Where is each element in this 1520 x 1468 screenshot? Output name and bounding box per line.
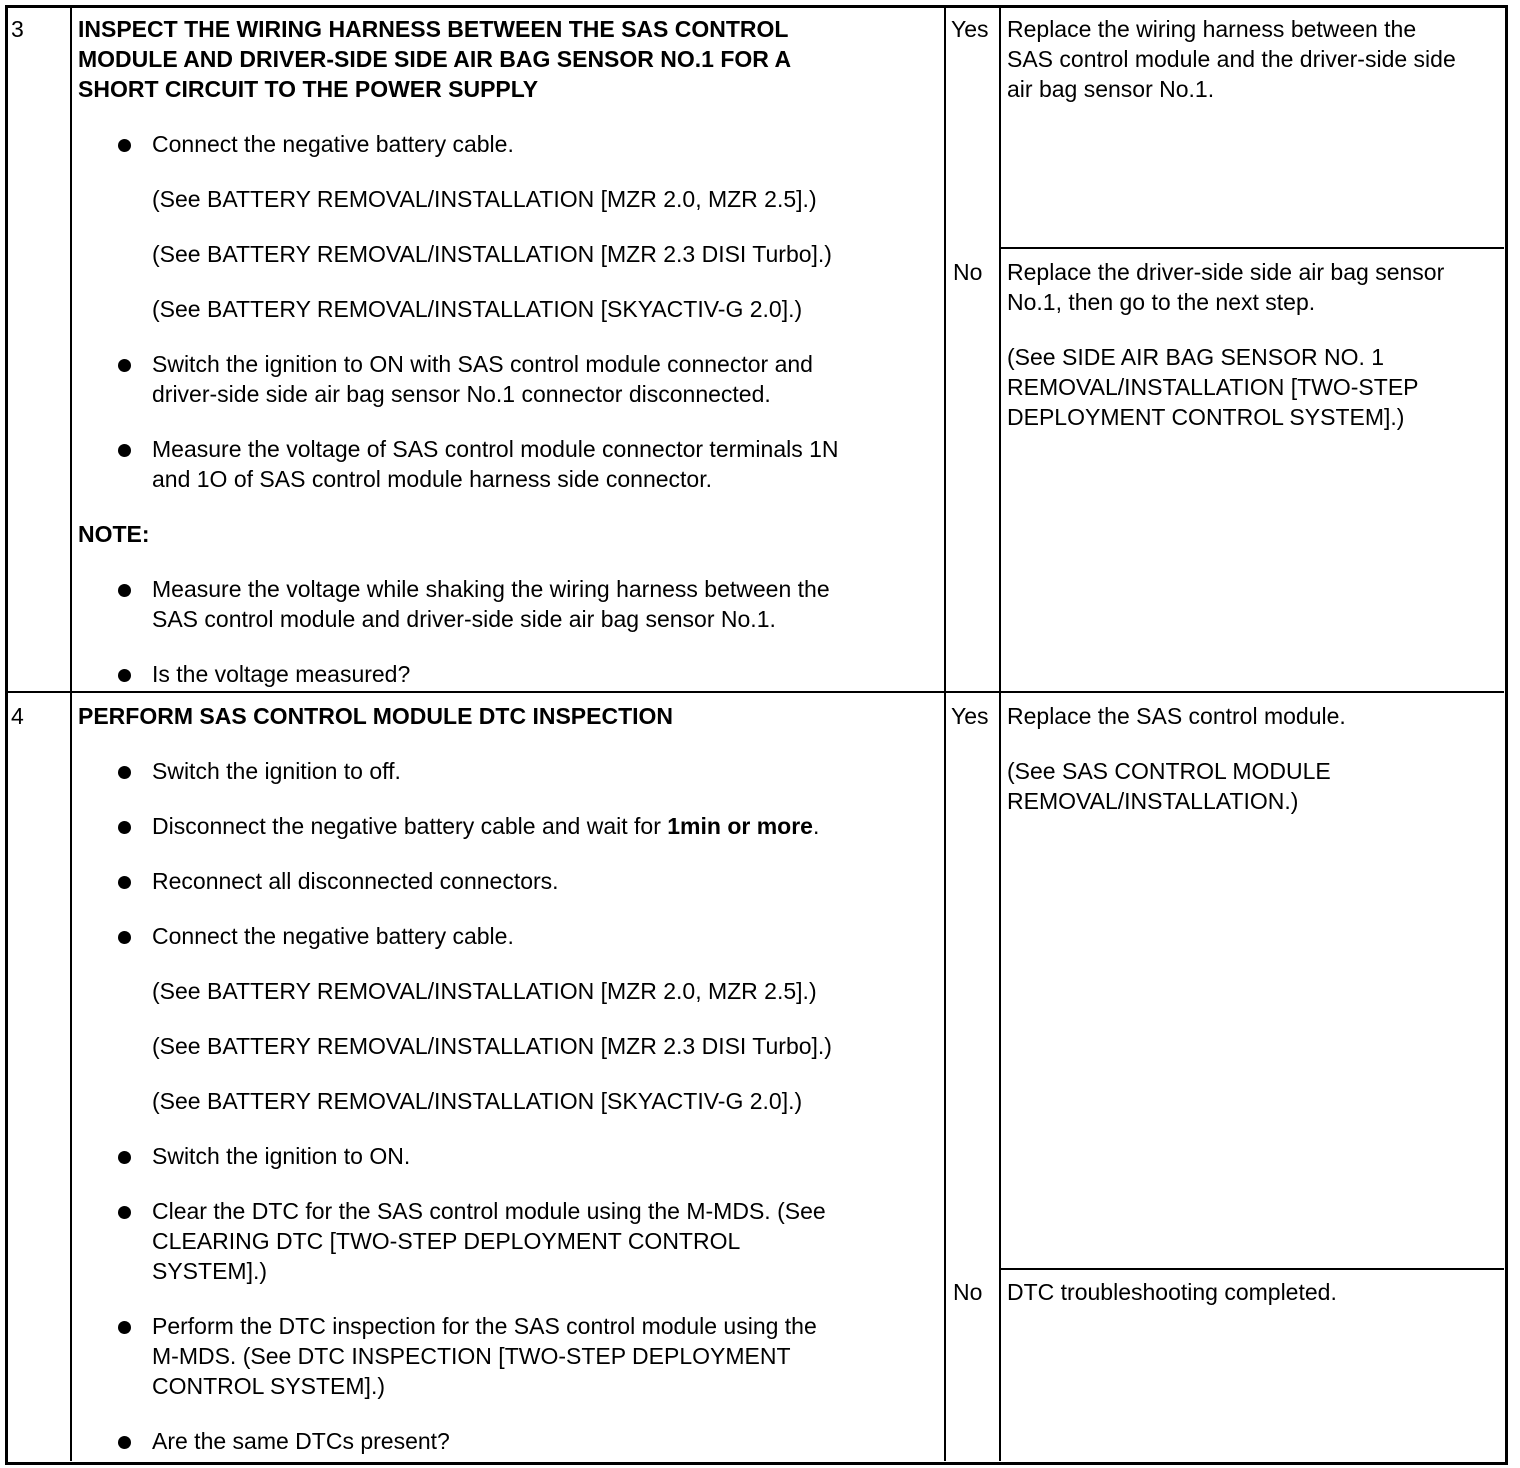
list-item-text: and 1O of SAS control module harness side connector. xyxy=(152,466,712,492)
list-item-text: Is the voltage measured? xyxy=(152,661,411,687)
no-action-line: Replace the driver-side side air bag sensor xyxy=(1007,259,1445,285)
step-heading-line: MODULE AND DRIVER-SIDE SIDE AIR BAG SENSOR NO.1 FOR A xyxy=(78,46,792,72)
reference-text: (See BATTERY REMOVAL/INSTALLATION [MZR 2.0, MZR 2.5].) xyxy=(152,186,817,212)
bullet-icon xyxy=(118,584,131,597)
list-item-text: Are the same DTCs present? xyxy=(152,1428,450,1454)
list-item-text: driver-side side air bag sensor No.1 connector disconnected. xyxy=(152,381,771,407)
list-item-text: CONTROL SYSTEM].) xyxy=(152,1373,385,1399)
list-item-text: Perform the DTC inspection for the SAS control module using the xyxy=(152,1313,817,1339)
list-item-text: Switch the ignition to off. xyxy=(152,758,401,784)
column-divider-action xyxy=(999,6,1001,1461)
list-item-text: Connect the negative battery cable. xyxy=(152,131,514,157)
bullet-icon xyxy=(118,139,131,152)
bullet-icon xyxy=(118,1436,131,1449)
no-action-line: DTC troubleshooting completed. xyxy=(1007,1279,1337,1305)
column-divider-answer xyxy=(944,6,946,1461)
yes-reference-line: REMOVAL/INSTALLATION.) xyxy=(1007,788,1299,814)
list-item-text-part: . xyxy=(812,813,820,839)
reference-text: (See BATTERY REMOVAL/INSTALLATION [SKYACTIV-G 2.0].) xyxy=(152,296,803,322)
step-number: 3 xyxy=(11,16,24,42)
reference-text: (See BATTERY REMOVAL/INSTALLATION [MZR 2.0, MZR 2.5].) xyxy=(152,978,817,1004)
no-reference-line: DEPLOYMENT CONTROL SYSTEM].) xyxy=(1007,404,1405,430)
reference-text: (See BATTERY REMOVAL/INSTALLATION [MZR 2.3 DISI Turbo].) xyxy=(152,1033,832,1059)
note-label: NOTE: xyxy=(78,521,150,547)
answer-no-label: No xyxy=(953,1279,983,1305)
list-item-text: M-MDS. (See DTC INSPECTION [TWO-STEP DEPLOYMENT xyxy=(152,1343,791,1369)
bullet-icon xyxy=(118,669,131,682)
list-item-text: CLEARING DTC [TWO-STEP DEPLOYMENT CONTROL xyxy=(152,1228,741,1254)
list-item-text-part: Disconnect the negative battery cable and wait for xyxy=(152,813,668,839)
reference-text: (See BATTERY REMOVAL/INSTALLATION [SKYACTIV-G 2.0].) xyxy=(152,1088,803,1114)
no-reference-line: (See SIDE AIR BAG SENSOR NO. 1 xyxy=(1007,344,1385,370)
step-heading: PERFORM SAS CONTROL MODULE DTC INSPECTION xyxy=(78,703,674,729)
bullet-icon xyxy=(118,1206,131,1219)
row-divider-step3-4 xyxy=(6,691,1504,693)
row-divider-step4-yes-no xyxy=(1000,1268,1504,1270)
list-item-text: Switch the ignition to ON with SAS control module connector and xyxy=(152,351,813,377)
step-heading-line: SHORT CIRCUIT TO THE POWER SUPPLY xyxy=(78,76,539,102)
list-item-text: Measure the voltage while shaking the wiring harness between the xyxy=(152,576,830,602)
list-item-text: Switch the ignition to ON. xyxy=(152,1143,411,1169)
bullet-icon xyxy=(118,1151,131,1164)
bullet-icon xyxy=(118,359,131,372)
answer-yes-label: Yes xyxy=(951,703,989,729)
list-item-text: Reconnect all disconnected connectors. xyxy=(152,868,559,894)
list-item-text: Measure the voltage of SAS control module connector terminals 1N xyxy=(152,436,839,462)
answer-no-label: No xyxy=(953,259,983,285)
bullet-icon xyxy=(118,1321,131,1334)
bullet-icon xyxy=(118,931,131,944)
list-item-text: SYSTEM].) xyxy=(152,1258,268,1284)
yes-action-line: air bag sensor No.1. xyxy=(1007,76,1215,102)
bullet-icon xyxy=(118,876,131,889)
list-item-text: Connect the negative battery cable. xyxy=(152,923,514,949)
column-divider-step xyxy=(70,6,72,1461)
no-action-line: No.1, then go to the next step. xyxy=(1007,289,1316,315)
step-heading-line: INSPECT THE WIRING HARNESS BETWEEN THE SAS CONTROL xyxy=(78,16,789,42)
yes-reference-line: (See SAS CONTROL MODULE xyxy=(1007,758,1331,784)
bullet-icon xyxy=(118,444,131,457)
row-divider-step3-yes-no xyxy=(1000,247,1504,249)
step-number: 4 xyxy=(11,703,24,729)
list-item-text xyxy=(152,811,819,841)
answer-yes-label: Yes xyxy=(951,16,989,42)
bullet-icon xyxy=(118,821,131,834)
yes-action-line: SAS control module and the driver-side side xyxy=(1007,46,1456,72)
list-item-text: SAS control module and driver-side side air bag sensor No.1. xyxy=(152,606,776,632)
yes-action-line: Replace the SAS control module. xyxy=(1007,703,1346,729)
reference-text: (See BATTERY REMOVAL/INSTALLATION [MZR 2.3 DISI Turbo].) xyxy=(152,241,832,267)
bullet-icon xyxy=(118,766,131,779)
emphasis-text: 1min or more xyxy=(667,813,813,839)
no-reference-line: REMOVAL/INSTALLATION [TWO-STEP xyxy=(1007,374,1419,400)
yes-action-line: Replace the wiring harness between the xyxy=(1007,16,1417,42)
list-item-text: Clear the DTC for the SAS control module using the M-MDS. (See xyxy=(152,1198,826,1224)
